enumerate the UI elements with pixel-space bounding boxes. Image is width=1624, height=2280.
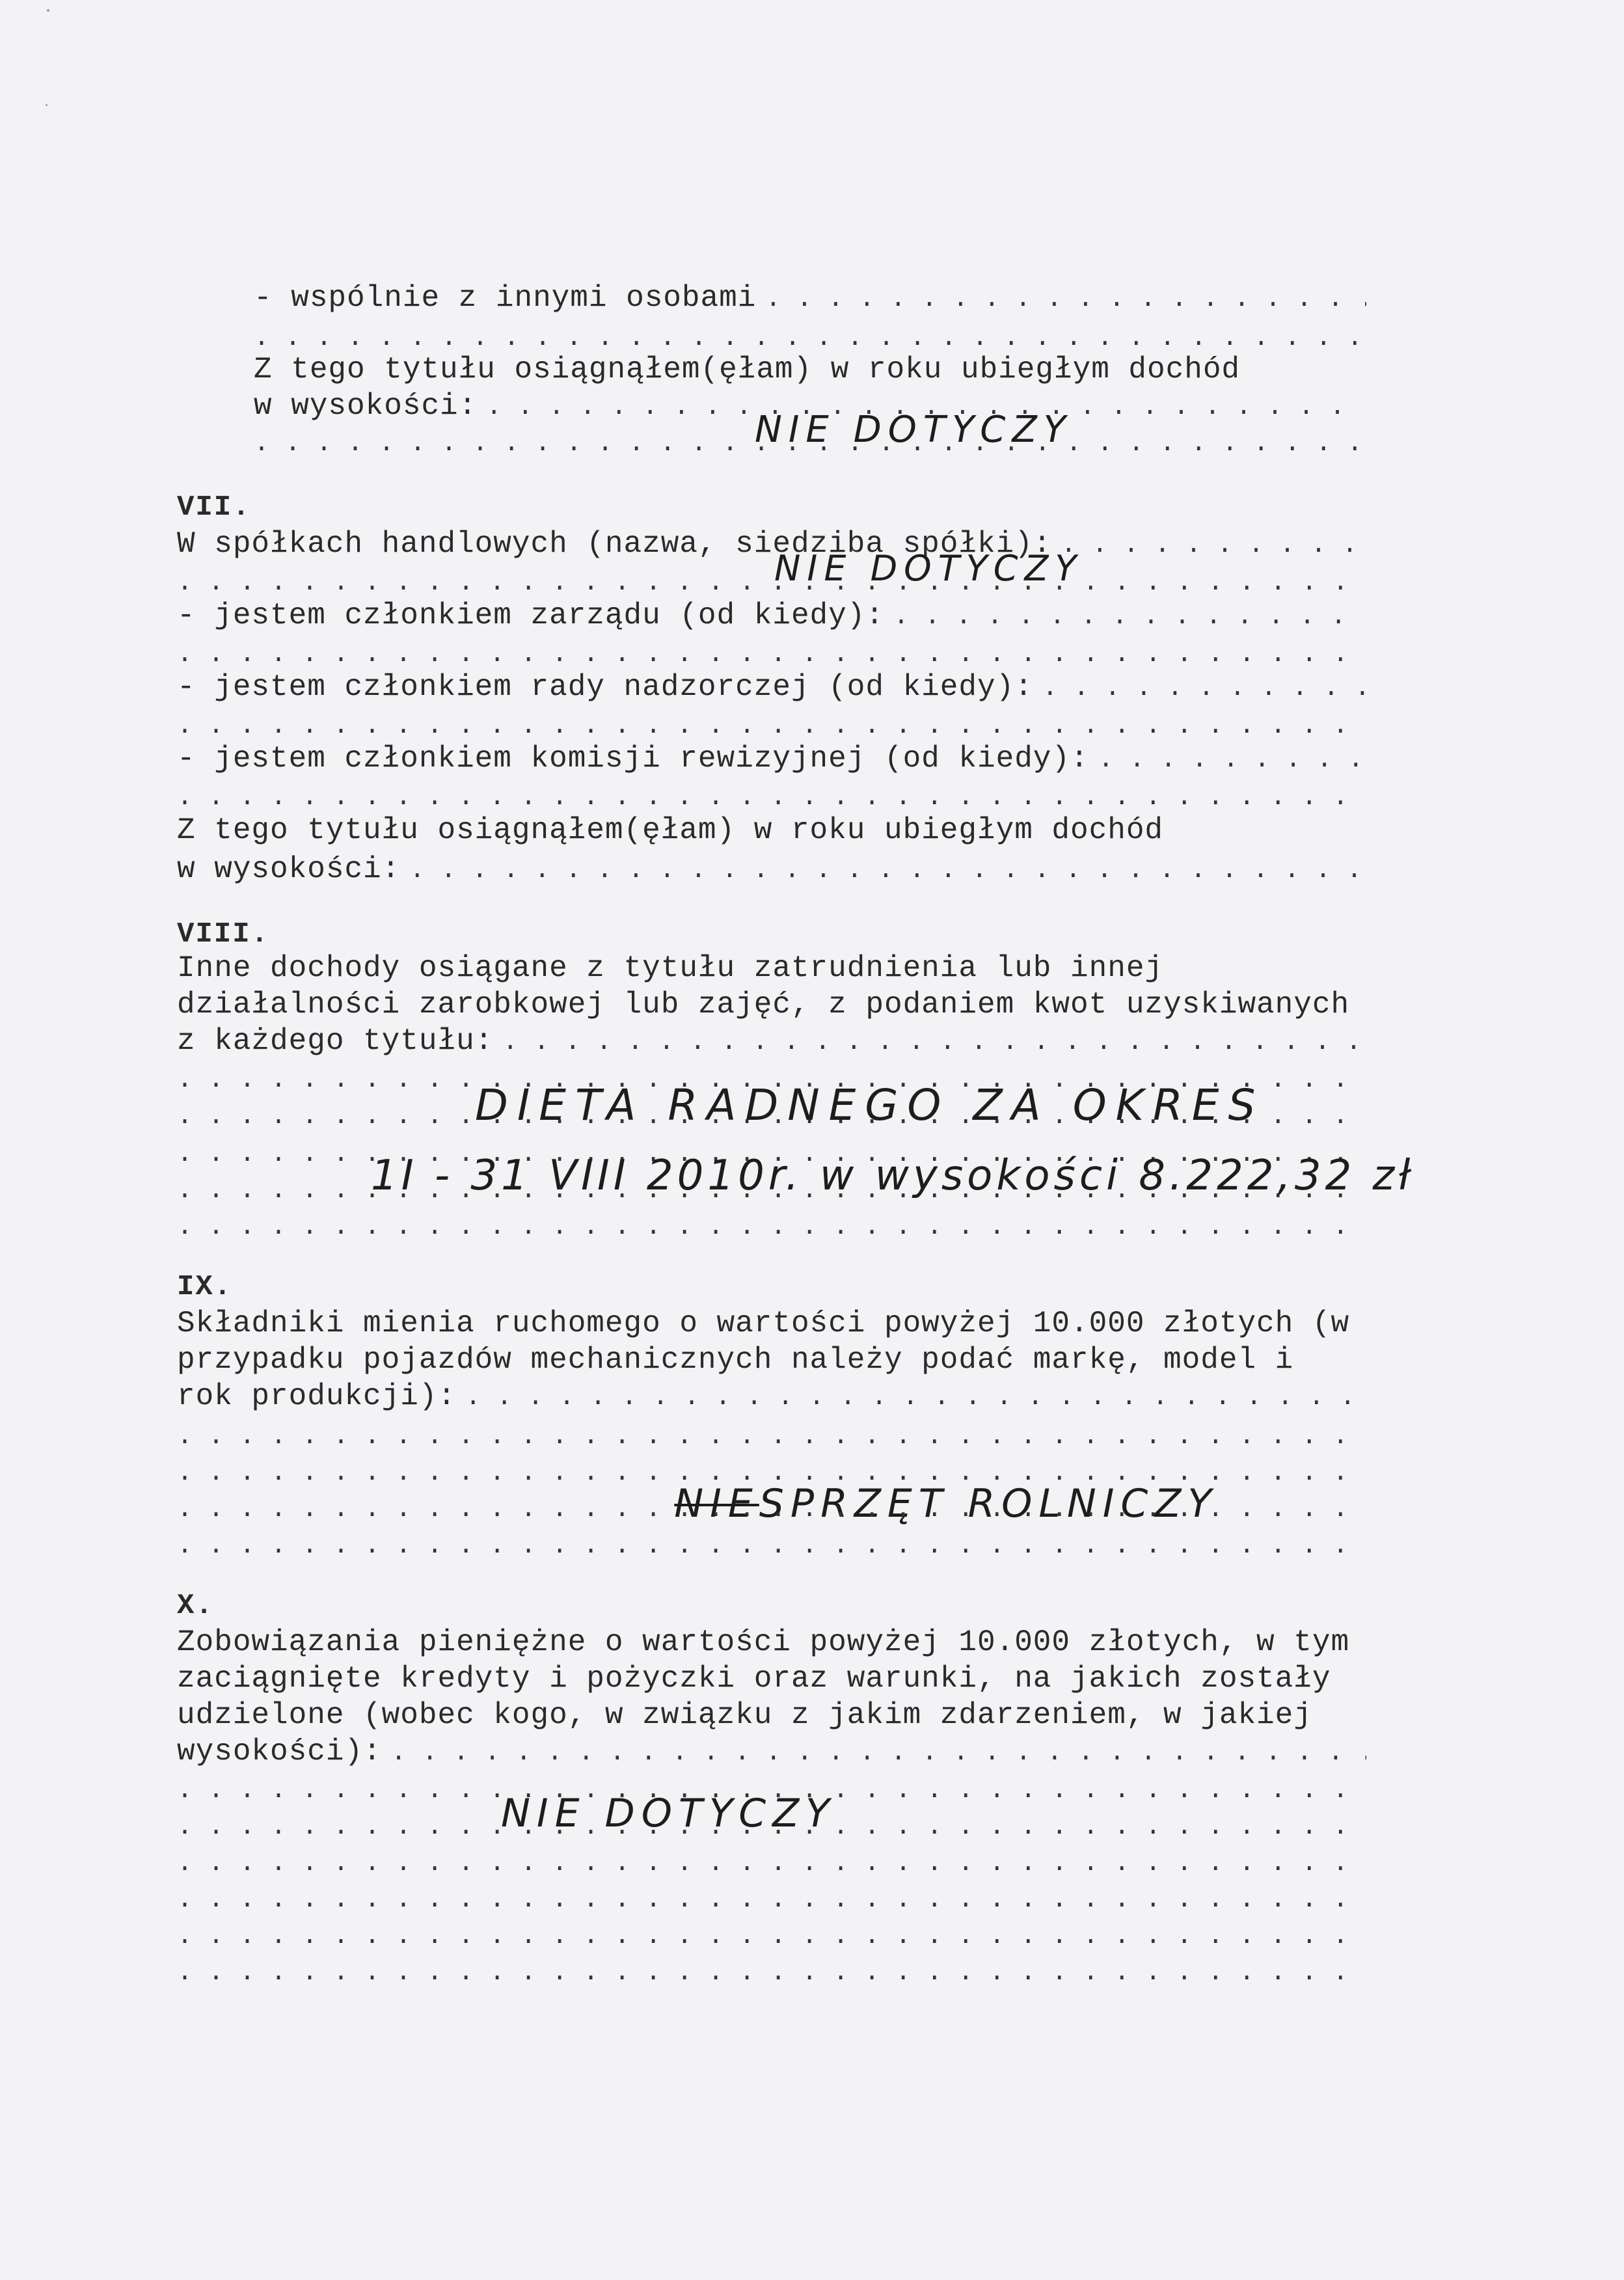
section-vi-line-3 — [254, 351, 1366, 388]
dotted-fill — [409, 851, 1366, 889]
line-text: W spółkach handlowych (nazwa, siedziba spółki): — [177, 527, 1052, 561]
scan-speck — [47, 9, 49, 12]
line-text: z każdego tytułu: — [177, 1024, 494, 1058]
dotted-fill — [1098, 740, 1366, 779]
line-text: rok produkcji): — [177, 1379, 457, 1413]
section-ix-line-2 — [177, 1342, 1366, 1378]
section-vii-line-2 — [177, 563, 1366, 600]
section-vii-line-9 — [177, 812, 1366, 848]
section-ix-line-1 — [177, 1305, 1366, 1342]
handwritten-entry: NIE DOTYCZY — [501, 1791, 836, 1836]
line-text: Zobowiązania pieniężne o wartości powyżej 10.000 złotych, w tym — [177, 1625, 1350, 1659]
handwritten-value: SPRZĘT ROLNICZY — [759, 1481, 1219, 1527]
section-x-line-8 — [177, 1880, 1366, 1917]
line-text: w wysokości: — [254, 389, 478, 423]
section-x-line-2 — [177, 1661, 1366, 1697]
section-vii-line-10 — [177, 851, 1366, 888]
section-x-line-1 — [177, 1624, 1366, 1661]
line-text: Inne dochody osiągane z tytułu zatrudnienia lub innej — [177, 951, 1164, 985]
scan-speck — [46, 104, 47, 106]
section-vii-line-4 — [177, 635, 1366, 672]
section-vii-line-5 — [177, 669, 1366, 705]
section-ix-line-3 — [177, 1378, 1366, 1415]
section-vii-line-8 — [177, 778, 1366, 815]
dotted-fill — [502, 1023, 1366, 1061]
dotted-fill — [1042, 669, 1366, 707]
line-text: zaciągnięte kredyty i pożyczki oraz warunki, na jakich zostały — [177, 1662, 1331, 1696]
line-text: - jestem członkiem zarządu (od kiedy): — [177, 599, 884, 632]
line-text: w wysokości: — [177, 852, 401, 886]
section-x-line-3 — [177, 1697, 1366, 1733]
section-x-line-4 — [177, 1733, 1366, 1770]
dotted-fill — [177, 1917, 1366, 1955]
section-ix-line-6 — [177, 1490, 1366, 1527]
struck-out-text: NIE — [674, 1481, 759, 1527]
dotted-fill — [177, 778, 1366, 817]
handwritten-entry: NIE DOTYCZY — [755, 409, 1072, 451]
dotted-fill — [465, 1378, 1366, 1417]
section-ix-heading: IX. — [177, 1271, 233, 1303]
dotted-fill — [177, 1953, 1366, 1992]
line-text: Z tego tytułu osiągnąłem(ęłam) w roku ubiegłym dochód — [254, 353, 1241, 387]
section-viii-heading: VIII. — [177, 918, 270, 951]
section-viii-line-1 — [177, 950, 1366, 986]
handwritten-entry: 1I - 31 VIII 2010r. w wysokości 8.222,32 zł — [371, 1152, 1414, 1200]
dotted-fill — [177, 1208, 1366, 1246]
section-vii-line-3 — [177, 597, 1366, 634]
line-text: - jestem członkiem rady nadzorczej (od kiedy): — [177, 670, 1033, 704]
section-viii-line-3 — [177, 1023, 1366, 1059]
line-text: Z tego tytułu osiągnąłem(ęłam) w roku ubiegłym dochód — [177, 813, 1164, 847]
dotted-fill — [391, 1733, 1366, 1772]
section-vii-line-6 — [177, 707, 1366, 743]
dotted-fill — [765, 280, 1366, 318]
handwritten-entry: DIETA RADNEGO ZA OKRES — [475, 1080, 1265, 1130]
line-text: działalności zarobkowej lub zajęć, z podaniem kwot uzyskiwanych — [177, 988, 1350, 1022]
dotted-fill — [177, 1527, 1366, 1565]
dotted-fill — [177, 707, 1366, 745]
line-text: wysokości): — [177, 1735, 382, 1769]
section-x-line-7 — [177, 1844, 1366, 1880]
section-vi-line-2 — [254, 319, 1366, 355]
line-text: udzielone (wobec kogo, w związku z jakim zdarzeniem, w jakiej — [177, 1698, 1312, 1732]
dotted-fill — [177, 1490, 1366, 1528]
dotted-fill — [177, 1880, 1366, 1919]
dotted-fill — [893, 597, 1366, 636]
dotted-fill — [177, 1844, 1366, 1882]
section-vii-heading: VII. — [177, 491, 251, 524]
section-ix-line-7 — [177, 1527, 1366, 1563]
section-x-line-10 — [177, 1953, 1366, 1990]
line-text: - jestem członkiem komisji rewizyjnej (od kiedy): — [177, 742, 1089, 776]
dotted-fill — [1061, 526, 1366, 564]
handwritten-entry: NIE DOTYCZY — [774, 548, 1083, 589]
section-viii-line-8 — [177, 1208, 1366, 1244]
line-text: - wspólnie z innymi osobami — [254, 281, 757, 315]
dotted-fill — [177, 635, 1366, 673]
section-vii-line-7 — [177, 740, 1366, 777]
line-text: Składniki mienia ruchomego o wartości powyżej 10.000 złotych (w — [177, 1307, 1350, 1340]
dotted-fill — [177, 563, 1366, 602]
section-x-heading: X. — [177, 1590, 214, 1622]
section-vi-line-1 — [254, 280, 1366, 316]
section-x-line-9 — [177, 1917, 1366, 1953]
section-viii-line-2 — [177, 986, 1366, 1023]
line-text: przypadku pojazdów mechanicznych należy podać markę, model i — [177, 1343, 1294, 1377]
section-vii-line-1 — [177, 526, 1366, 562]
